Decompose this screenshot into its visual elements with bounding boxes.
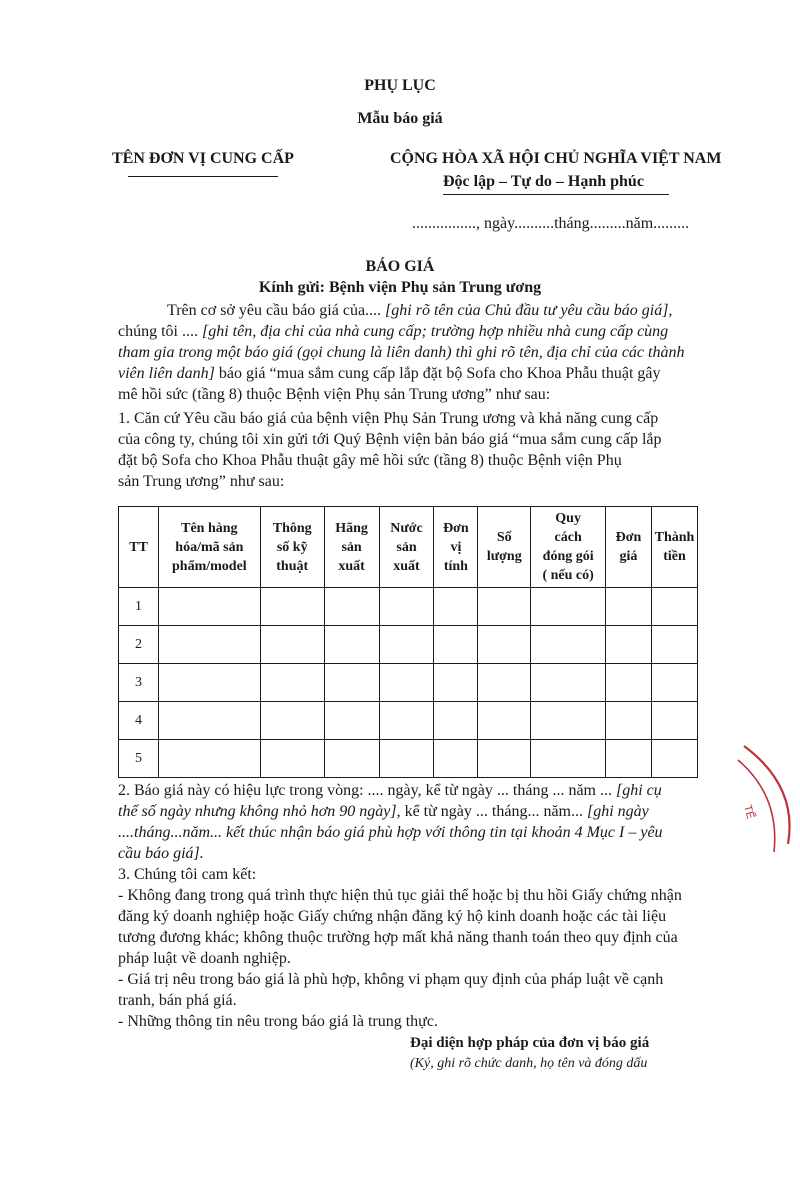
signature-note: (Ký, ghi rõ chức danh, họ tên và đóng dấu <box>410 1056 648 1071</box>
commitment-1-line-1: - Không đang trong quá trình thực hiện thủ tục giải thể hoặc bị thu hồi Giấy chứng nhận <box>118 887 682 904</box>
header-quantity: Số lượng <box>478 507 531 588</box>
intro-line-2 <box>118 321 668 342</box>
section1-line-3: đặt bộ Sofa cho Khoa Phẫu thuật gây mê hồi sức (tầng 8) thuộc Bệnh viện Phụ <box>118 452 622 469</box>
header-tt: TT <box>119 507 159 588</box>
table-row <box>119 702 698 740</box>
table-row <box>119 588 698 626</box>
intro-line-5: mê hồi sức (tầng 8) thuộc Bệnh viện Phụ sản Trung ương” như sau: <box>118 386 551 403</box>
section2-instruction: [ghi ngày <box>587 803 649 820</box>
header-manufacturer: Hãng sản xuất <box>324 507 379 588</box>
section3-title: 3. Chúng tôi cam kết: <box>118 866 257 883</box>
section2-line-4: cầu báo giá]. <box>118 845 204 862</box>
section1-line-2: của công ty, chúng tôi xin gửi tới Quý Bệnh viện bản báo giá “mua sắm cung cấp lắp <box>118 431 662 448</box>
intro-line-1 <box>167 300 672 321</box>
section2-line-3: ....tháng...năm... kết thúc nhận báo giá phù hợp với thông tin tại khoản 4 Mục I – yêu <box>118 824 663 841</box>
header-total: Thành tiền <box>651 507 697 588</box>
row-number: 1 <box>119 588 159 626</box>
intro-text: Trên cơ sở yêu cầu báo giá của.... <box>167 302 386 319</box>
intro-text: báo giá “mua sắm cung cấp lắp đặt bộ Sofa cho Khoa Phẫu thuật gây <box>214 365 661 382</box>
intro-instruction: [ghi tên, địa chỉ của nhà cung cấp; trường hợp nhiều nhà cung cấp cùng <box>202 323 669 340</box>
commitment-1-line-2: đăng ký doanh nghiệp hoặc Giấy chứng nhận đăng ký hộ kinh doanh hoặc các tài liệu <box>118 908 667 925</box>
header-country: Nước sản xuất <box>379 507 434 588</box>
header-packaging: Quy cách đóng gói ( nếu có) <box>531 507 606 588</box>
red-stamp-fragment <box>730 740 800 860</box>
motto-underline <box>443 194 669 195</box>
supplier-underline <box>128 176 278 177</box>
header-unit-price: Đơn giá <box>606 507 652 588</box>
stamp-text: TẾ <box>741 803 757 821</box>
republic-name: CỘNG HÒA XÃ HỘI CHỦ NGHĨA VIỆT NAM <box>390 150 722 167</box>
supplier-label: TÊN ĐƠN VỊ CUNG CẤP <box>112 150 294 167</box>
table-row <box>119 626 698 664</box>
commitment-2-line-1: - Giá trị nêu trong báo giá là phù hợp, không vi phạm quy định của pháp luật về cạnh <box>118 971 664 988</box>
header-specs: Thông số kỹ thuật <box>260 507 324 588</box>
header-product-name: Tên hàng hóa/mã sản phẩm/model <box>158 507 260 588</box>
date-line: ................, ngày..........tháng.........năm......... <box>412 215 690 232</box>
national-motto: Độc lập – Tự do – Hạnh phúc <box>443 173 644 190</box>
quote-recipient: Kính gửi: Bệnh viện Phụ sản Trung ương <box>258 279 542 296</box>
appendix-heading: PHỤ LỤC <box>364 77 436 94</box>
section2-line-1 <box>118 780 662 801</box>
commitment-3: - Những thông tin nêu trong báo giá là trung thực. <box>118 1013 438 1030</box>
intro-text: chúng tôi .... <box>118 323 202 340</box>
quote-title: BÁO GIÁ <box>365 258 435 275</box>
table-row <box>119 664 698 702</box>
row-number: 5 <box>119 740 159 778</box>
section2-text: , kể từ ngày ... tháng... năm... <box>396 803 587 820</box>
row-number: 4 <box>119 702 159 740</box>
row-number: 2 <box>119 626 159 664</box>
section1-line-1: 1. Căn cứ Yêu cầu báo giá của bệnh viện Phụ Sản Trung ương và khả năng cung cấp <box>118 410 659 427</box>
form-title: Mẫu báo giá <box>357 110 443 127</box>
section2-instruction: thể số ngày nhưng không nhỏ hơn 90 ngày] <box>118 803 397 820</box>
table-row <box>119 740 698 778</box>
intro-instruction: viên liên danh] <box>118 365 215 382</box>
section2-line-2 <box>118 801 649 822</box>
quote-table <box>118 506 698 778</box>
section2-text: 2. Báo giá này có hiệu lực trong vòng: .... ngày, kể từ ngày ... tháng ... năm ... <box>118 782 616 799</box>
signature-title: Đại diện hợp pháp của đơn vị báo giá <box>410 1035 650 1051</box>
intro-line-3: tham gia trong một báo giá (gọi chung là liên danh) thì ghi rõ tên, địa chỉ của các thành <box>118 344 685 361</box>
section2-instruction: [ghi cụ <box>615 782 662 799</box>
section1-line-4: sản Trung ương” như sau: <box>118 473 285 490</box>
row-number: 3 <box>119 664 159 702</box>
commitment-2-line-2: tranh, bán phá giá. <box>118 992 237 1009</box>
table-header-row <box>119 507 698 588</box>
header-unit: Đơn vị tính <box>434 507 478 588</box>
commitment-1-line-4: pháp luật về doanh nghiệp. <box>118 950 291 967</box>
intro-line-4 <box>118 363 661 384</box>
intro-instruction: [ghi rõ tên của Chủ đầu tư yêu cầu báo giá], <box>385 302 673 319</box>
stamp-outer-ring <box>744 746 790 844</box>
commitment-1-line-3: tương đương khác; không thuộc trường hợp mất khả năng thanh toán theo quy định của <box>118 929 678 946</box>
